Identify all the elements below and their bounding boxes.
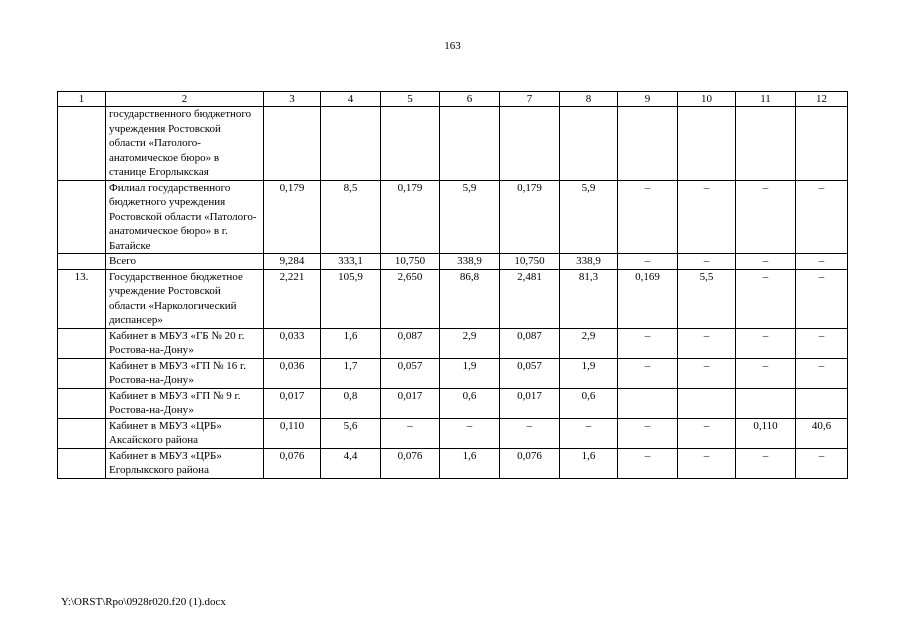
value-cell: – (736, 448, 796, 478)
value-cell: – (618, 328, 678, 358)
value-cell: – (678, 254, 736, 270)
value-cell: 1,9 (560, 358, 618, 388)
value-cell: – (796, 254, 848, 270)
table-row (58, 358, 848, 388)
institution-name-cell: Всего (106, 254, 264, 270)
row-number-cell (58, 254, 106, 270)
institution-name-cell: государственного бюджетного учреждения Ростовской области «Патолого-анатомическое бюро» в станице Егорлыкская (106, 107, 264, 181)
value-cell (440, 107, 500, 181)
table-row (58, 418, 848, 448)
value-cell (381, 107, 440, 181)
value-cell (618, 388, 678, 418)
value-cell: 0,110 (264, 418, 321, 448)
value-cell: 2,9 (560, 328, 618, 358)
value-cell: 1,6 (560, 448, 618, 478)
value-cell: 5,5 (678, 269, 736, 328)
value-cell: – (736, 328, 796, 358)
value-cell (500, 107, 560, 181)
value-cell: 8,5 (321, 180, 381, 254)
value-cell: – (678, 180, 736, 254)
value-cell: – (796, 448, 848, 478)
row-number-cell (58, 180, 106, 254)
value-cell (264, 107, 321, 181)
value-cell: 1,9 (440, 358, 500, 388)
row-number-cell (58, 448, 106, 478)
header-cell: 12 (796, 92, 848, 107)
value-cell: 0,017 (381, 388, 440, 418)
value-cell: – (618, 448, 678, 478)
value-cell: – (736, 254, 796, 270)
value-cell: 0,169 (618, 269, 678, 328)
table-row (58, 388, 848, 418)
value-cell: 2,481 (500, 269, 560, 328)
row-number-cell (58, 328, 106, 358)
table-row (58, 180, 848, 254)
value-cell: 0,6 (560, 388, 618, 418)
value-cell: 9,284 (264, 254, 321, 270)
value-cell (796, 388, 848, 418)
value-cell: 1,6 (321, 328, 381, 358)
header-cell: 5 (381, 92, 440, 107)
value-cell: 338,9 (440, 254, 500, 270)
value-cell: 0,036 (264, 358, 321, 388)
table-row (58, 269, 848, 328)
value-cell: 4,4 (321, 448, 381, 478)
value-cell: – (736, 269, 796, 328)
value-cell: – (678, 328, 736, 358)
value-cell: 2,9 (440, 328, 500, 358)
row-number-cell (58, 388, 106, 418)
header-cell: 6 (440, 92, 500, 107)
value-cell: 0,087 (500, 328, 560, 358)
header-cell: 10 (678, 92, 736, 107)
header-cell: 11 (736, 92, 796, 107)
value-cell: 0,017 (500, 388, 560, 418)
institution-name-cell: Филиал государственного бюджетного учреждения Ростовской области «Патолого-анатомическое бюро» в г. Батайске (106, 180, 264, 254)
value-cell: – (678, 418, 736, 448)
header-cell: 9 (618, 92, 678, 107)
value-cell: 86,8 (440, 269, 500, 328)
value-cell: 0,179 (264, 180, 321, 254)
value-cell: 105,9 (321, 269, 381, 328)
value-cell (736, 388, 796, 418)
value-cell: 0,017 (264, 388, 321, 418)
value-cell: 0,057 (500, 358, 560, 388)
value-cell: 1,6 (440, 448, 500, 478)
institution-name-cell: Кабинет в МБУЗ «ЦРБ» Аксайского района (106, 418, 264, 448)
data-table (57, 91, 848, 479)
row-number-cell: 13. (58, 269, 106, 328)
header-cell: 4 (321, 92, 381, 107)
value-cell (321, 107, 381, 181)
value-cell: 1,7 (321, 358, 381, 388)
value-cell: – (618, 418, 678, 448)
value-cell (678, 107, 736, 181)
value-cell: – (560, 418, 618, 448)
value-cell: – (796, 269, 848, 328)
value-cell: 2,221 (264, 269, 321, 328)
value-cell: 5,6 (321, 418, 381, 448)
institution-name-cell: Кабинет в МБУЗ «ЦРБ» Егорлыкского района (106, 448, 264, 478)
value-cell: 338,9 (560, 254, 618, 270)
value-cell: 5,9 (440, 180, 500, 254)
value-cell: – (678, 448, 736, 478)
value-cell: – (796, 328, 848, 358)
table-row (58, 254, 848, 270)
value-cell: – (618, 358, 678, 388)
value-cell: – (678, 358, 736, 388)
header-cell: 3 (264, 92, 321, 107)
value-cell: 0,8 (321, 388, 381, 418)
table-row (58, 107, 848, 181)
institution-name-cell: Государственное бюджетное учреждение Ростовской области «Наркологический диспансер» (106, 269, 264, 328)
value-cell: 40,6 (796, 418, 848, 448)
row-number-cell (58, 358, 106, 388)
value-cell: – (796, 180, 848, 254)
header-cell: 8 (560, 92, 618, 107)
value-cell: 5,9 (560, 180, 618, 254)
value-cell: 0,110 (736, 418, 796, 448)
value-cell (736, 107, 796, 181)
value-cell: 10,750 (381, 254, 440, 270)
row-number-cell (58, 418, 106, 448)
table-row (58, 328, 848, 358)
value-cell: 10,750 (500, 254, 560, 270)
value-cell: – (796, 358, 848, 388)
header-cell: 7 (500, 92, 560, 107)
value-cell: 0,033 (264, 328, 321, 358)
row-number-cell (58, 107, 106, 181)
value-cell (560, 107, 618, 181)
header-cell: 2 (106, 92, 264, 107)
value-cell: 0,179 (381, 180, 440, 254)
value-cell: – (736, 180, 796, 254)
institution-name-cell: Кабинет в МБУЗ «ГБ № 20 г. Ростова-на-Дону» (106, 328, 264, 358)
value-cell: 0,057 (381, 358, 440, 388)
value-cell: 0,179 (500, 180, 560, 254)
file-path-footer: Y:\ORST\Rpo\0928r020.f20 (1).docx (61, 596, 226, 608)
value-cell: 0,076 (381, 448, 440, 478)
value-cell: 2,650 (381, 269, 440, 328)
value-cell: 81,3 (560, 269, 618, 328)
value-cell (618, 107, 678, 181)
value-cell: – (736, 358, 796, 388)
table-row (58, 448, 848, 478)
value-cell: – (618, 254, 678, 270)
value-cell: – (500, 418, 560, 448)
institution-name-cell: Кабинет в МБУЗ «ГП № 9 г. Ростова-на-Дону» (106, 388, 264, 418)
value-cell: 0,6 (440, 388, 500, 418)
value-cell: 0,076 (264, 448, 321, 478)
institution-name-cell: Кабинет в МБУЗ «ГП № 16 г. Ростова-на-Дону» (106, 358, 264, 388)
page-number: 163 (444, 40, 461, 52)
value-cell: 0,087 (381, 328, 440, 358)
value-cell: – (618, 180, 678, 254)
value-cell (678, 388, 736, 418)
value-cell (796, 107, 848, 181)
value-cell: 0,076 (500, 448, 560, 478)
header-cell: 1 (58, 92, 106, 107)
table-header-row (58, 92, 848, 107)
value-cell: – (440, 418, 500, 448)
value-cell: 333,1 (321, 254, 381, 270)
value-cell: – (381, 418, 440, 448)
